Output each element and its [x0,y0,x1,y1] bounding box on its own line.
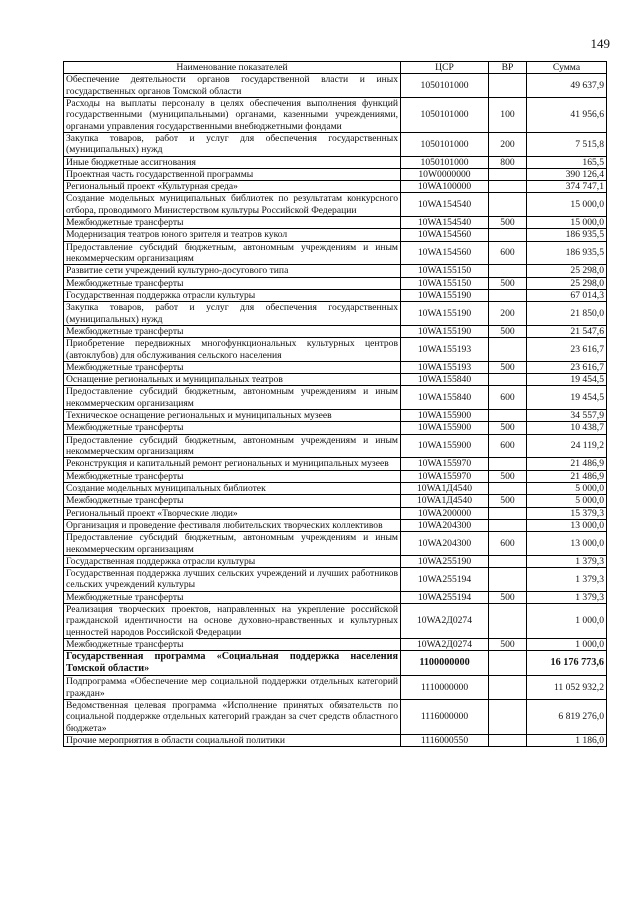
row-sum: 21 850,0 [527,302,607,326]
row-name: Создание модельных муниципальных библиотек [64,482,401,494]
table-row [64,386,607,410]
row-name: Государственная поддержка отрасли культуры [64,555,401,567]
row-sum: 23 616,7 [527,338,607,362]
row-name: Межбюджетные трансферты [64,325,401,337]
row-csr: 10WA155900 [401,410,489,422]
row-name: Межбюджетные трансферты [64,361,401,373]
table-row [64,676,607,700]
row-sum: 67 014,3 [527,289,607,301]
table-row [64,639,607,651]
row-sum: 6 819 276,0 [527,700,607,735]
row-csr: 10WA154560 [401,229,489,241]
row-name: Государственная программа «Социальная поддержка населения Томской области» [64,651,401,676]
row-vr [489,482,527,494]
row-name: Межбюджетные трансферты [64,277,401,289]
header-sum: Сумма [527,62,607,74]
row-name: Предоставление субсидий бюджетным, автономным учреждениям и иным некоммерческим организациям [64,532,401,556]
row-name: Государственная поддержка отрасли культуры [64,289,401,301]
row-csr: 10WA155970 [401,458,489,470]
row-csr: 10WA2Д0274 [401,604,489,639]
table-row [64,591,607,603]
table-row [64,289,607,301]
row-name: Расходы на выплаты персоналу в целях обеспечения выполнения функций государственными (муниципальными) органами, казенными учреждениями, органами управления государственными внебюджетными фондами [64,97,401,132]
row-name: Организация и проведение фестиваля любительских творческих коллективов [64,519,401,531]
row-csr: 10WA204300 [401,532,489,556]
row-sum: 21 486,9 [527,470,607,482]
row-csr: 10WA154540 [401,193,489,217]
row-vr [489,555,527,567]
row-csr: 10WA155840 [401,386,489,410]
row-name: Межбюджетные трансферты [64,422,401,434]
row-vr [489,700,527,735]
table-row [64,604,607,639]
row-name: Проектная часть государственной программы [64,168,401,180]
row-csr: 10WA155190 [401,325,489,337]
row-sum: 21 486,9 [527,458,607,470]
row-sum: 1 379,3 [527,591,607,603]
row-vr: 600 [489,434,527,458]
row-vr: 600 [489,532,527,556]
row-sum: 186 935,5 [527,241,607,265]
table-body [64,74,607,747]
row-sum: 25 298,0 [527,277,607,289]
row-name: Закупка товаров, работ и услуг для обеспечения государственных (муниципальных) нужд [64,302,401,326]
row-csr: 10WA155193 [401,361,489,373]
row-sum: 10 438,7 [527,422,607,434]
table-row [64,532,607,556]
row-sum: 19 454,5 [527,374,607,386]
row-vr: 500 [489,495,527,507]
row-csr: 10WA2Д0274 [401,639,489,651]
row-csr: 10WA255194 [401,591,489,603]
row-name: Создание модельных муниципальных библиотек по результатам конкурсного отбора, проводимого Министерством культуры Российской Федерации [64,193,401,217]
header-name: Наименование показателей [64,62,401,74]
row-sum: 15 000,0 [527,193,607,217]
row-name: Развитие сети учреждений культурно-досугового типа [64,265,401,277]
row-csr: 10WA155900 [401,434,489,458]
row-vr [489,193,527,217]
table-row [64,568,607,592]
row-sum: 5 000,0 [527,495,607,507]
table-row [64,302,607,326]
row-csr: 1050101000 [401,156,489,168]
row-csr: 10WA1Д4540 [401,482,489,494]
row-csr: 1050101000 [401,132,489,156]
row-sum: 25 298,0 [527,265,607,277]
row-csr: 10WA155970 [401,470,489,482]
row-name: Иные бюджетные ассигнования [64,156,401,168]
row-name: Региональный проект «Творческие люди» [64,507,401,519]
row-csr: 10WA255190 [401,555,489,567]
table-row [64,651,607,676]
table-row [64,458,607,470]
table-row [64,734,607,746]
row-csr: 10WA155190 [401,302,489,326]
table-row [64,156,607,168]
row-vr [489,181,527,193]
row-sum: 11 052 932,2 [527,676,607,700]
row-sum: 23 616,7 [527,361,607,373]
page-number: 149 [590,36,610,51]
row-csr: 10WA155900 [401,422,489,434]
row-csr: 10WA100000 [401,181,489,193]
row-vr: 500 [489,470,527,482]
row-sum: 1 000,0 [527,604,607,639]
row-vr: 500 [489,277,527,289]
row-csr: 10WA155193 [401,338,489,362]
budget-table [63,61,607,747]
table-row [64,374,607,386]
table-row [64,434,607,458]
table-header-row [64,62,607,74]
row-name: Оснащение региональных и муниципальных театров [64,374,401,386]
row-vr: 800 [489,156,527,168]
table-row [64,482,607,494]
row-name: Предоставление субсидий бюджетным, автономным учреждениям и иным некоммерческим организациям [64,434,401,458]
row-name: Предоставление субсидий бюджетным, автономным учреждениям и иным некоммерческим организациям [64,241,401,265]
row-csr: 1116000550 [401,734,489,746]
row-vr: 100 [489,97,527,132]
row-name: Межбюджетные трансферты [64,639,401,651]
row-sum: 390 126,4 [527,168,607,180]
row-vr [489,168,527,180]
row-sum: 374 747,1 [527,181,607,193]
row-name: Государственная поддержка лучших сельских учреждений и лучших работников сельских учреждений культуры [64,568,401,592]
table-row [64,217,607,229]
row-vr: 600 [489,241,527,265]
row-vr [489,410,527,422]
table-row [64,132,607,156]
row-vr [489,651,527,676]
row-vr [489,568,527,592]
row-name: Закупка товаров, работ и услуг для обеспечения государственных (муниципальных) нужд [64,132,401,156]
row-csr: 1050101000 [401,74,489,98]
row-vr [489,458,527,470]
table-row [64,325,607,337]
row-vr [489,734,527,746]
row-vr [489,265,527,277]
row-sum: 1 379,3 [527,555,607,567]
row-name: Региональный проект «Культурная среда» [64,181,401,193]
row-vr [489,519,527,531]
row-vr [489,374,527,386]
row-sum: 1 000,0 [527,639,607,651]
row-sum: 19 454,5 [527,386,607,410]
row-sum: 13 000,0 [527,532,607,556]
row-vr [489,338,527,362]
row-sum: 186 935,5 [527,229,607,241]
row-sum: 34 557,9 [527,410,607,422]
row-csr: 10WA154540 [401,217,489,229]
row-name: Техническое оснащение региональных и муниципальных музеев [64,410,401,422]
table-row [64,361,607,373]
row-csr: 10WA255194 [401,568,489,592]
row-vr: 200 [489,132,527,156]
row-sum: 5 000,0 [527,482,607,494]
table-row [64,700,607,735]
table-row [64,277,607,289]
table-row [64,97,607,132]
table-row [64,495,607,507]
table-row [64,519,607,531]
row-csr: 10WA155150 [401,277,489,289]
table-row [64,507,607,519]
row-sum: 15 379,3 [527,507,607,519]
row-name: Подпрограмма «Обеспечение мер социальной поддержки отдельных категорий граждан» [64,676,401,700]
row-name: Предоставление субсидий бюджетным, автономным учреждениям и иным некоммерческим организациям [64,386,401,410]
row-csr: 10WA154560 [401,241,489,265]
row-name: Прочие мероприятия в области социальной политики [64,734,401,746]
table-row [64,74,607,98]
row-vr: 500 [489,325,527,337]
table-row [64,555,607,567]
row-name: Реконструкция и капитальный ремонт региональных и муниципальных музеев [64,458,401,470]
row-vr [489,604,527,639]
row-csr: 10WA1Д4540 [401,495,489,507]
table-row [64,422,607,434]
row-csr: 10WA155150 [401,265,489,277]
row-csr: 1100000000 [401,651,489,676]
row-name: Обеспечение деятельности органов государственной власти и иных государственных органов Томской области [64,74,401,98]
row-sum: 165,5 [527,156,607,168]
row-name: Модернизация театров юного зрителя и театров кукол [64,229,401,241]
row-vr [489,74,527,98]
row-vr: 200 [489,302,527,326]
table-row [64,410,607,422]
row-vr: 500 [489,217,527,229]
row-vr: 500 [489,591,527,603]
row-name: Приобретение передвижных многофункциональных культурных центров (автоклубов) для обслуживания сельского населения [64,338,401,362]
row-sum: 21 547,6 [527,325,607,337]
row-name: Межбюджетные трансферты [64,495,401,507]
row-csr: 10WA155840 [401,374,489,386]
table-row [64,168,607,180]
row-sum: 1 186,0 [527,734,607,746]
row-vr [489,289,527,301]
row-name: Ведомственная целевая программа «Исполнение принятых обязательств по социальной поддержке отдельных категорий граждан за счет средств областного бюджета» [64,700,401,735]
row-vr [489,676,527,700]
row-vr [489,507,527,519]
row-sum: 13 000,0 [527,519,607,531]
table-row [64,241,607,265]
table-row [64,338,607,362]
row-vr: 600 [489,386,527,410]
row-sum: 16 176 773,6 [527,651,607,676]
table-row [64,193,607,217]
header-vr: ВР [489,62,527,74]
table-row [64,265,607,277]
row-sum: 49 637,9 [527,74,607,98]
row-name: Межбюджетные трансферты [64,217,401,229]
row-csr: 1116000000 [401,700,489,735]
row-vr: 500 [489,361,527,373]
row-sum: 24 119,2 [527,434,607,458]
table-row [64,181,607,193]
row-csr: 1050101000 [401,97,489,132]
row-vr: 500 [489,639,527,651]
row-vr: 500 [489,422,527,434]
row-sum: 41 956,6 [527,97,607,132]
header-csr: ЦСР [401,62,489,74]
row-name: Реализация творческих проектов, направленных на укрепление российской гражданской идентичности на основе духовно-нравственных и культурных ценностей народов Российской Федерации [64,604,401,639]
row-vr [489,229,527,241]
table-row [64,470,607,482]
row-name: Межбюджетные трансферты [64,470,401,482]
row-sum: 7 515,8 [527,132,607,156]
table-row [64,229,607,241]
row-csr: 10WA200000 [401,507,489,519]
row-csr: 1110000000 [401,676,489,700]
row-sum: 1 379,3 [527,568,607,592]
row-sum: 15 000,0 [527,217,607,229]
row-csr: 10WA155190 [401,289,489,301]
row-csr: 10WA204300 [401,519,489,531]
row-name: Межбюджетные трансферты [64,591,401,603]
row-csr: 10W0000000 [401,168,489,180]
